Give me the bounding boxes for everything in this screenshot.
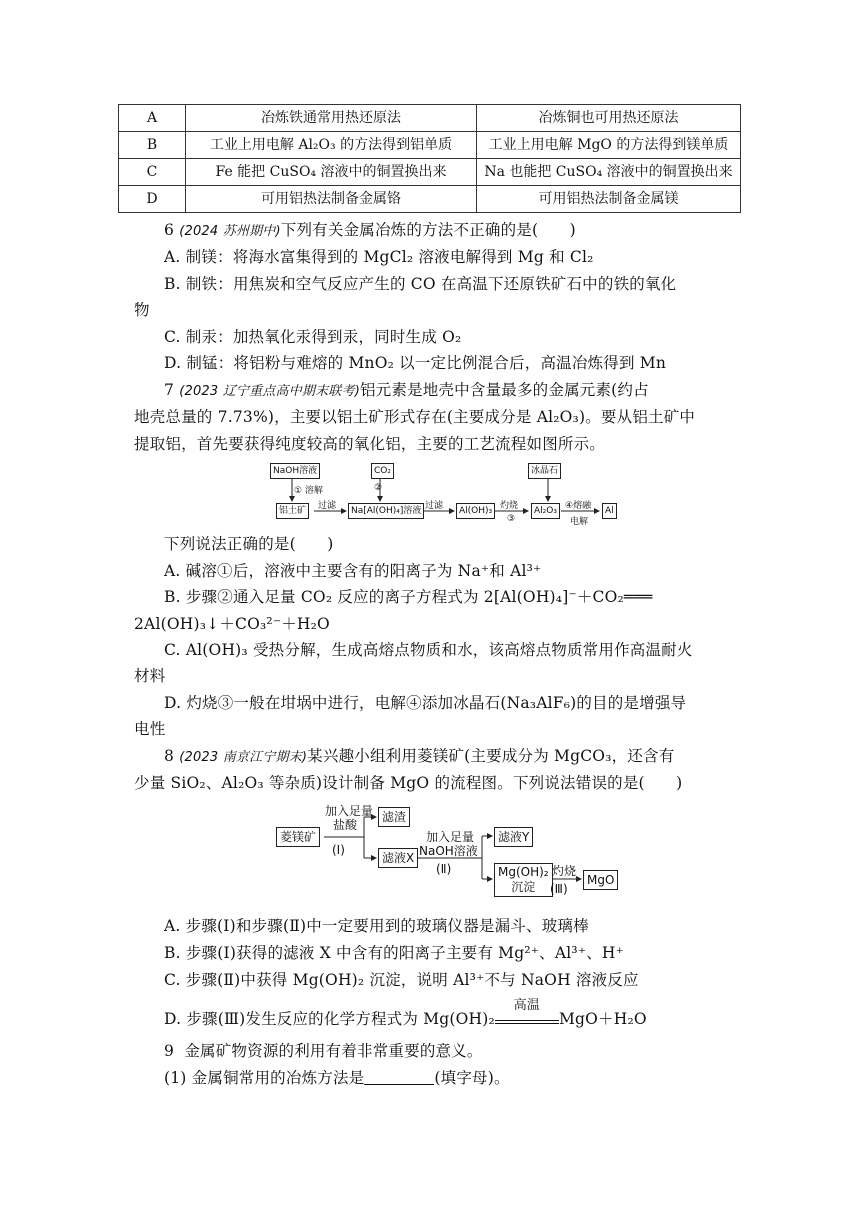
add-label-1: 加入足量 [325, 804, 374, 818]
naoh-solution-box: NaOH溶液 [270, 463, 320, 479]
filter2-label: 过滤 [425, 501, 444, 511]
q9-part-1: (1) 金属铜常用的冶炼方法是 (填字母)。 [164, 1069, 510, 1087]
q6-stem: 6 (2024 苏州期中)下列有关金属冶炼的方法不正确的是( ) [164, 221, 576, 239]
table-row [119, 105, 741, 132]
alumina-flow-diagram [270, 461, 630, 527]
q6-option-b: B. 制铁：用焦炭和空气反应产生的 CO 在高温下还原铁矿石中的铁的氧化 [164, 275, 677, 293]
bauxite-box: 铝土矿 [276, 503, 309, 519]
option-label: A [119, 105, 186, 132]
q6-option-a: A. 制镁：将海水富集得到的 MgCl₂ 溶液电解得到 Mg 和 Cl₂ [164, 248, 594, 266]
q7-stem-2: 地壳总量的 7.73%)，主要以铝土矿形式存在(主要成分是 Al₂O₃)。要从铝土矿中 [134, 408, 696, 426]
alumina-box: Al₂O₃ [531, 503, 560, 519]
calcine-label-2: 灼烧 [552, 864, 577, 878]
melt-label: ④熔融 [565, 501, 592, 511]
high-temp-condition: 高温 [495, 1010, 559, 1024]
right-statement: 冶炼铜也可用热还原法 [477, 105, 741, 132]
magnesia-flow-diagram [276, 803, 626, 903]
q8-option-c: C. 步骤(Ⅱ)中获得 Mg(OH)₂ 沉淀，说明 Al³⁺不与 NaOH 溶液反应 [164, 971, 639, 989]
magnesite-box: 菱镁矿 [276, 827, 320, 847]
q7-option-b: B. 步骤②通入足量 CO₂ 反应的离子方程式为 2[Al(OH)₄]⁻＋CO₂═══ [164, 588, 653, 606]
electrolysis-label: 电解 [570, 517, 589, 527]
table-row [119, 132, 741, 159]
precipitate-formula: Mg(OH)₂ [498, 865, 549, 879]
calcine-label: 灼烧 [500, 501, 519, 511]
q6-option-b-cont: 物 [134, 301, 150, 319]
acid-label: 盐酸 [333, 818, 358, 832]
q6-option-c: C. 制汞：加热氧化汞得到汞，同时生成 O₂ [164, 328, 462, 346]
filtrate-x-box: 滤液X [378, 848, 418, 868]
q8-stem-2: 少量 SiO₂、Al₂O₃ 等杂质)设计制备 MgO 的流程图。下列说法错误的是( ) [134, 774, 683, 792]
filtrate-y-box: 滤液Y [494, 827, 533, 847]
table-row [119, 159, 741, 186]
left-statement: 工业上用电解 Al₂O₃ 的方法得到铝单质 [186, 132, 477, 159]
cryolite-box: 冰晶石 [528, 463, 561, 479]
mg-hydroxide-precipitate-box [494, 863, 553, 897]
co2-box: CO₂ [371, 463, 394, 479]
q7-option-b-cont: 2Al(OH)₃↓＋CO₃²⁻＋H₂O [134, 615, 330, 633]
aluminum-hydroxide-box: Al(OH)₃ [456, 503, 495, 519]
q8-option-d: D. 步骤(Ⅲ)发生反应的化学方程式为 Mg(OH)₂ 高温 MgO＋H₂O [164, 998, 647, 1028]
left-statement: 冶炼铁通常用热还原法 [186, 105, 477, 132]
aluminum-box: Al [602, 503, 617, 519]
option-label: C [119, 159, 186, 186]
right-statement: 可用铝热法制备金属镁 [477, 186, 741, 213]
step3-label: ③ [507, 514, 516, 524]
left-statement: 可用铝热法制备金属铬 [186, 186, 477, 213]
tetrahydroxoaluminate-box: Na[Al(OH)₄]溶液 [348, 503, 424, 519]
q7-stem: 7 (2023 辽宁重点高中期末联考)铝元素是地壳中含量最多的金属元素(约占 [164, 381, 649, 399]
q7-option-d-cont: 电性 [134, 720, 166, 738]
comparison-table [118, 104, 741, 213]
option-label: D [119, 186, 186, 213]
filter1-label: 过滤 [318, 501, 337, 511]
q7-ask: 下列说法正确的是( ) [164, 535, 334, 553]
q8-option-b: B. 步骤(Ⅰ)获得的滤液 X 中含有的阳离子主要有 Mg²⁺、Al³⁺、H⁺ [164, 944, 625, 962]
residue-box: 滤渣 [378, 807, 410, 827]
right-statement: Na 也能把 CuSO₄ 溶液中的铜置换出来 [477, 159, 741, 186]
step2-label: ② [374, 483, 383, 493]
q7-stem-3: 提取铝，首先要获得纯度较高的氧化铝，主要的工艺流程如图所示。 [134, 435, 606, 453]
q7-option-c: C. Al(OH)₃ 受热分解，生成高熔点物质和水，该高熔点物质常用作高温耐火 [164, 641, 693, 659]
add-label-2: 加入足量 [426, 830, 475, 844]
step1-label: ① 溶解 [294, 486, 323, 496]
mgo-box: MgO [583, 870, 618, 890]
right-statement: 工业上用电解 MgO 的方法得到镁单质 [477, 132, 741, 159]
q8-stem: 8 (2023 南京江宁期末)某兴趣小组利用菱镁矿(主要成分为 MgCO₃，还含有 [164, 747, 675, 765]
q9-stem: 9 金属矿物资源的利用有着非常重要的意义。 [164, 1042, 483, 1060]
step-iii-label: (Ⅲ) [550, 882, 568, 896]
q7-option-d: D. 灼烧③一般在坩埚中进行，电解④添加冰晶石(Na₃AlF₆)的目的是增强导 [164, 694, 687, 712]
precipitate-word: 沉淀 [511, 880, 536, 894]
left-statement: Fe 能把 CuSO₄ 溶液中的铜置换出来 [186, 159, 477, 186]
naoh-label: NaOH溶液 [419, 844, 478, 858]
step-ii-label: (Ⅱ) [436, 862, 452, 876]
option-label: B [119, 132, 186, 159]
answer-blank[interactable] [364, 1068, 434, 1085]
table-row [119, 186, 741, 213]
q7-option-a: A. 碱溶①后，溶液中主要含有的阳离子为 Na⁺和 Al³⁺ [164, 562, 542, 580]
q8-option-a: A. 步骤(Ⅰ)和步骤(Ⅱ)中一定要用到的玻璃仪器是漏斗、玻璃棒 [164, 917, 589, 935]
q6-option-d: D. 制锰：将铝粉与难熔的 MnO₂ 以一定比例混合后，高温冶炼得到 Mn [164, 354, 667, 372]
q7-option-c-cont: 材料 [134, 667, 166, 685]
step-i-label: (Ⅰ) [332, 843, 345, 857]
